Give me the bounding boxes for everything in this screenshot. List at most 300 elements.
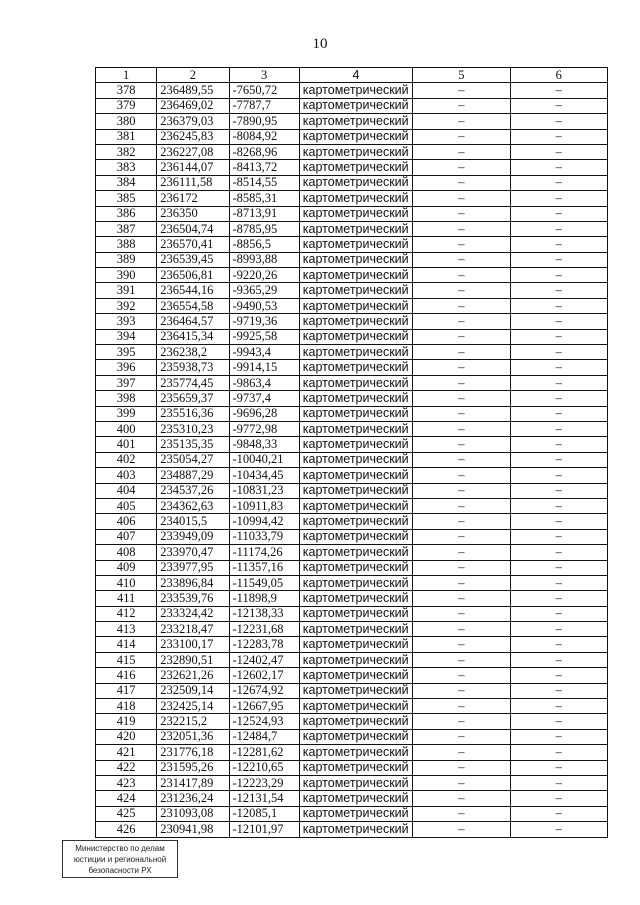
table-cell: 233896,84: [157, 575, 229, 590]
table-cell: -8514,55: [229, 175, 299, 190]
table-cell: 236464,57: [157, 314, 229, 329]
table-cell: картометрический: [299, 452, 412, 467]
table-cell: –: [413, 560, 510, 575]
table-cell: –: [510, 360, 607, 375]
table-cell: –: [510, 683, 607, 698]
table-cell: –: [413, 591, 510, 606]
table-cell: 233100,17: [157, 637, 229, 652]
table-cell: –: [413, 175, 510, 190]
table-cell: –: [510, 129, 607, 144]
table-row: [96, 283, 608, 298]
table-cell: 414: [96, 637, 157, 652]
table-cell: 401: [96, 437, 157, 452]
table-cell: картометрический: [299, 406, 412, 421]
table-cell: 233218,47: [157, 622, 229, 637]
table-cell: 236172: [157, 191, 229, 206]
table-cell: –: [510, 806, 607, 821]
table-cell: –: [510, 221, 607, 236]
table-cell: –: [413, 775, 510, 790]
table-cell: 232215,2: [157, 714, 229, 729]
table-cell: -12674,92: [229, 683, 299, 698]
table-cell: картометрический: [299, 160, 412, 175]
table-row: [96, 545, 608, 560]
table-cell: –: [510, 745, 607, 760]
table-cell: 232051,36: [157, 729, 229, 744]
table-cell: -10831,23: [229, 483, 299, 498]
table-cell: -11174,26: [229, 545, 299, 560]
table-cell: картометрический: [299, 345, 412, 360]
table-cell: картометрический: [299, 575, 412, 590]
table-cell: –: [510, 637, 607, 652]
table-cell: 232621,26: [157, 668, 229, 683]
table-cell: 388: [96, 237, 157, 252]
table-cell: -12524,93: [229, 714, 299, 729]
table-cell: –: [413, 652, 510, 667]
table-body: [96, 83, 608, 837]
table-row: [96, 191, 608, 206]
stamp-line: Министерство по делам: [75, 844, 165, 853]
table-cell: –: [413, 452, 510, 467]
table-cell: -12210,65: [229, 760, 299, 775]
table-cell: –: [510, 237, 607, 252]
table-cell: –: [510, 268, 607, 283]
table-cell: 412: [96, 606, 157, 621]
table-cell: 392: [96, 298, 157, 313]
table-cell: 232509,14: [157, 683, 229, 698]
table-row: [96, 483, 608, 498]
table-cell: –: [413, 144, 510, 159]
table-cell: –: [413, 206, 510, 221]
table-row: [96, 83, 608, 98]
table-cell: –: [413, 468, 510, 483]
table-cell: 382: [96, 144, 157, 159]
table-cell: 231776,18: [157, 745, 229, 760]
table-row: [96, 498, 608, 513]
header-col-2: 2: [157, 68, 229, 83]
table-cell: –: [510, 652, 607, 667]
table-cell: –: [510, 252, 607, 267]
table-row: [96, 237, 608, 252]
table-cell: –: [510, 714, 607, 729]
table-cell: –: [510, 560, 607, 575]
table-cell: 420: [96, 729, 157, 744]
table-cell: -9925,58: [229, 329, 299, 344]
table-header-row: [96, 68, 608, 83]
table-row: [96, 760, 608, 775]
table-cell: картометрический: [299, 83, 412, 98]
table-row: [96, 160, 608, 175]
table-cell: -12484,7: [229, 729, 299, 744]
header-col-1: 1: [96, 68, 157, 83]
table-cell: -12231,68: [229, 622, 299, 637]
table-cell: 235135,35: [157, 437, 229, 452]
table-cell: –: [413, 437, 510, 452]
table-row: [96, 775, 608, 790]
table-cell: –: [413, 622, 510, 637]
table-cell: картометрический: [299, 329, 412, 344]
table-cell: 236227,08: [157, 144, 229, 159]
table-cell: 235516,36: [157, 406, 229, 421]
table-cell: 233970,47: [157, 545, 229, 560]
table-cell: -9696,28: [229, 406, 299, 421]
table-cell: 231417,89: [157, 775, 229, 790]
table-cell: -9914,15: [229, 360, 299, 375]
header-col-3: 3: [229, 68, 299, 83]
table-row: [96, 314, 608, 329]
table-cell: –: [510, 160, 607, 175]
table-cell: –: [510, 283, 607, 298]
table-cell: 236415,34: [157, 329, 229, 344]
table-cell: –: [510, 98, 607, 113]
table-cell: –: [413, 129, 510, 144]
table-cell: картометрический: [299, 729, 412, 744]
table-cell: 236539,45: [157, 252, 229, 267]
table-cell: 397: [96, 375, 157, 390]
table-cell: картометрический: [299, 775, 412, 790]
table-cell: 236544,16: [157, 283, 229, 298]
table-cell: картометрический: [299, 298, 412, 313]
table-cell: –: [413, 421, 510, 436]
table-cell: –: [510, 421, 607, 436]
table-cell: –: [413, 298, 510, 313]
table-cell: картометрический: [299, 591, 412, 606]
table-cell: картометрический: [299, 622, 412, 637]
table-cell: картометрический: [299, 206, 412, 221]
table-cell: -8856,5: [229, 237, 299, 252]
table-cell: картометрический: [299, 822, 412, 837]
table-cell: 231236,24: [157, 791, 229, 806]
table-cell: -7650,72: [229, 83, 299, 98]
table-cell: –: [510, 591, 607, 606]
table-cell: 384: [96, 175, 157, 190]
table-row: [96, 699, 608, 714]
table-cell: 418: [96, 699, 157, 714]
table-cell: картометрический: [299, 375, 412, 390]
table-cell: 403: [96, 468, 157, 483]
table-cell: –: [413, 822, 510, 837]
table-cell: -9848,33: [229, 437, 299, 452]
table-cell: 232425,14: [157, 699, 229, 714]
table-cell: 406: [96, 514, 157, 529]
table-row: [96, 822, 608, 837]
table-cell: –: [510, 822, 607, 837]
table-cell: –: [413, 221, 510, 236]
table-row: [96, 729, 608, 744]
table-cell: -12101,97: [229, 822, 299, 837]
table-row: [96, 560, 608, 575]
table-row: [96, 144, 608, 159]
table-row: [96, 345, 608, 360]
table-cell: –: [413, 360, 510, 375]
table-cell: -9943,4: [229, 345, 299, 360]
table-cell: 234362,63: [157, 498, 229, 513]
table-row: [96, 806, 608, 821]
table-cell: картометрический: [299, 514, 412, 529]
table-cell: –: [413, 514, 510, 529]
table-cell: -10911,83: [229, 498, 299, 513]
table-cell: картометрический: [299, 221, 412, 236]
table-cell: –: [413, 806, 510, 821]
table-cell: картометрический: [299, 606, 412, 621]
table-cell: 233977,95: [157, 560, 229, 575]
table-cell: –: [510, 529, 607, 544]
table-row: [96, 98, 608, 113]
table-row: [96, 406, 608, 421]
table-cell: –: [413, 545, 510, 560]
table-cell: 391: [96, 283, 157, 298]
table-cell: картометрический: [299, 314, 412, 329]
table-cell: картометрический: [299, 652, 412, 667]
header-col-4: 4: [299, 68, 412, 83]
table-cell: -11898,9: [229, 591, 299, 606]
table-cell: –: [510, 406, 607, 421]
table-row: [96, 252, 608, 267]
table-cell: -9863,4: [229, 375, 299, 390]
table-cell: –: [510, 144, 607, 159]
table-cell: 394: [96, 329, 157, 344]
table-cell: -10434,45: [229, 468, 299, 483]
table-cell: картометрический: [299, 714, 412, 729]
table-cell: -11549,05: [229, 575, 299, 590]
table-cell: –: [413, 483, 510, 498]
table-cell: -12281,62: [229, 745, 299, 760]
table-cell: –: [413, 375, 510, 390]
table-cell: 233539,76: [157, 591, 229, 606]
table-cell: -9365,29: [229, 283, 299, 298]
table-cell: –: [413, 729, 510, 744]
table-cell: -8713,91: [229, 206, 299, 221]
table-cell: 416: [96, 668, 157, 683]
table-cell: 236379,03: [157, 114, 229, 129]
table-cell: –: [510, 498, 607, 513]
table-cell: 405: [96, 498, 157, 513]
table-cell: -7890,95: [229, 114, 299, 129]
table-cell: картометрический: [299, 175, 412, 190]
table-cell: картометрический: [299, 760, 412, 775]
table-cell: -12085,1: [229, 806, 299, 821]
table-cell: –: [510, 375, 607, 390]
table-cell: картометрический: [299, 483, 412, 498]
table-cell: картометрический: [299, 468, 412, 483]
table-cell: -7787,7: [229, 98, 299, 113]
table-cell: 381: [96, 129, 157, 144]
table-cell: 400: [96, 421, 157, 436]
table-cell: –: [510, 391, 607, 406]
table-cell: –: [510, 206, 607, 221]
table-cell: 426: [96, 822, 157, 837]
table-cell: 399: [96, 406, 157, 421]
header-col-6: 6: [510, 68, 607, 83]
table-cell: –: [510, 483, 607, 498]
table-cell: –: [413, 745, 510, 760]
table-cell: –: [413, 699, 510, 714]
table-cell: картометрический: [299, 191, 412, 206]
table-cell: –: [510, 329, 607, 344]
table-cell: –: [510, 791, 607, 806]
table-cell: 236554,58: [157, 298, 229, 313]
table-cell: 236144,07: [157, 160, 229, 175]
table-cell: -11033,79: [229, 529, 299, 544]
table-cell: картометрический: [299, 129, 412, 144]
table-cell: -12283,78: [229, 637, 299, 652]
table-cell: 425: [96, 806, 157, 821]
table-cell: –: [413, 391, 510, 406]
table-cell: –: [510, 545, 607, 560]
table-cell: 423: [96, 775, 157, 790]
table-row: [96, 714, 608, 729]
table-cell: -8413,72: [229, 160, 299, 175]
table-cell: -8084,92: [229, 129, 299, 144]
table-cell: -9737,4: [229, 391, 299, 406]
table-cell: 404: [96, 483, 157, 498]
table-cell: –: [510, 175, 607, 190]
table-cell: картометрический: [299, 144, 412, 159]
table-cell: –: [413, 237, 510, 252]
table-cell: –: [413, 606, 510, 621]
table-cell: 407: [96, 529, 157, 544]
table-cell: 402: [96, 452, 157, 467]
table-cell: –: [413, 791, 510, 806]
table-cell: –: [510, 452, 607, 467]
table-cell: 235938,73: [157, 360, 229, 375]
table-cell: картометрический: [299, 806, 412, 821]
table-cell: –: [510, 298, 607, 313]
table-cell: -10994,42: [229, 514, 299, 529]
table-cell: -8585,31: [229, 191, 299, 206]
table-cell: –: [510, 606, 607, 621]
table-cell: 411: [96, 591, 157, 606]
table-cell: –: [510, 575, 607, 590]
table-cell: 398: [96, 391, 157, 406]
table-row: [96, 575, 608, 590]
table-row: [96, 652, 608, 667]
table-cell: –: [413, 283, 510, 298]
table-cell: картометрический: [299, 360, 412, 375]
table-row: [96, 637, 608, 652]
table-row: [96, 468, 608, 483]
table-row: [96, 329, 608, 344]
table-row: [96, 268, 608, 283]
table-cell: картометрический: [299, 421, 412, 436]
table-cell: –: [510, 191, 607, 206]
table-cell: картометрический: [299, 560, 412, 575]
table-cell: –: [413, 160, 510, 175]
table-cell: –: [413, 268, 510, 283]
table-cell: картометрический: [299, 498, 412, 513]
table-row: [96, 221, 608, 236]
table-cell: картометрический: [299, 268, 412, 283]
table-cell: 235310,23: [157, 421, 229, 436]
table-cell: -12223,29: [229, 775, 299, 790]
table-cell: -12402,47: [229, 652, 299, 667]
table-cell: –: [413, 668, 510, 683]
table-cell: –: [510, 622, 607, 637]
table-row: [96, 360, 608, 375]
table-cell: 235659,37: [157, 391, 229, 406]
table-cell: картометрический: [299, 668, 412, 683]
table-cell: -11357,16: [229, 560, 299, 575]
table-row: [96, 668, 608, 683]
table-cell: -8993,88: [229, 252, 299, 267]
table-cell: 230941,98: [157, 822, 229, 837]
table-cell: -9490,53: [229, 298, 299, 313]
table-cell: 379: [96, 98, 157, 113]
table-cell: –: [510, 437, 607, 452]
table-cell: –: [510, 468, 607, 483]
table-cell: 385: [96, 191, 157, 206]
table-cell: –: [510, 83, 607, 98]
table-row: [96, 298, 608, 313]
table-cell: картометрический: [299, 437, 412, 452]
stamp-line: безопасности РХ: [88, 866, 152, 875]
table-cell: 378: [96, 83, 157, 98]
table-cell: 236506,81: [157, 268, 229, 283]
table-row: [96, 129, 608, 144]
table-cell: картометрический: [299, 114, 412, 129]
table-row: [96, 745, 608, 760]
table-cell: картометрический: [299, 545, 412, 560]
table-cell: 236469,02: [157, 98, 229, 113]
table-row: [96, 791, 608, 806]
table-cell: 415: [96, 652, 157, 667]
table-cell: -12131,54: [229, 791, 299, 806]
table-cell: 408: [96, 545, 157, 560]
table-cell: 387: [96, 221, 157, 236]
table-cell: –: [413, 637, 510, 652]
table-cell: –: [413, 345, 510, 360]
table-cell: картометрический: [299, 745, 412, 760]
table-cell: 396: [96, 360, 157, 375]
table-cell: -12667,95: [229, 699, 299, 714]
table-cell: 395: [96, 345, 157, 360]
table-cell: 419: [96, 714, 157, 729]
table-row: [96, 375, 608, 390]
table-cell: –: [413, 406, 510, 421]
table-cell: 233324,42: [157, 606, 229, 621]
table-row: [96, 683, 608, 698]
table-cell: 234887,29: [157, 468, 229, 483]
table-cell: –: [413, 575, 510, 590]
table-row: [96, 591, 608, 606]
table-cell: 236111,58: [157, 175, 229, 190]
table-cell: 421: [96, 745, 157, 760]
table-cell: 236238,2: [157, 345, 229, 360]
table-cell: 393: [96, 314, 157, 329]
table-cell: 424: [96, 791, 157, 806]
table-cell: 234015,5: [157, 514, 229, 529]
table-cell: 234537,26: [157, 483, 229, 498]
table-cell: -9719,36: [229, 314, 299, 329]
table-cell: картометрический: [299, 683, 412, 698]
table-cell: 236504,74: [157, 221, 229, 236]
table-row: [96, 606, 608, 621]
table-cell: картометрический: [299, 237, 412, 252]
table-cell: –: [510, 114, 607, 129]
table-cell: картометрический: [299, 699, 412, 714]
table-cell: картометрический: [299, 98, 412, 113]
table-cell: –: [413, 329, 510, 344]
table-row: [96, 175, 608, 190]
table-cell: картометрический: [299, 637, 412, 652]
table-cell: 383: [96, 160, 157, 175]
table-cell: 390: [96, 268, 157, 283]
table-row: [96, 114, 608, 129]
table-cell: -9772,98: [229, 421, 299, 436]
table-cell: 410: [96, 575, 157, 590]
table-cell: картометрический: [299, 252, 412, 267]
table-cell: 235054,27: [157, 452, 229, 467]
table-row: [96, 437, 608, 452]
